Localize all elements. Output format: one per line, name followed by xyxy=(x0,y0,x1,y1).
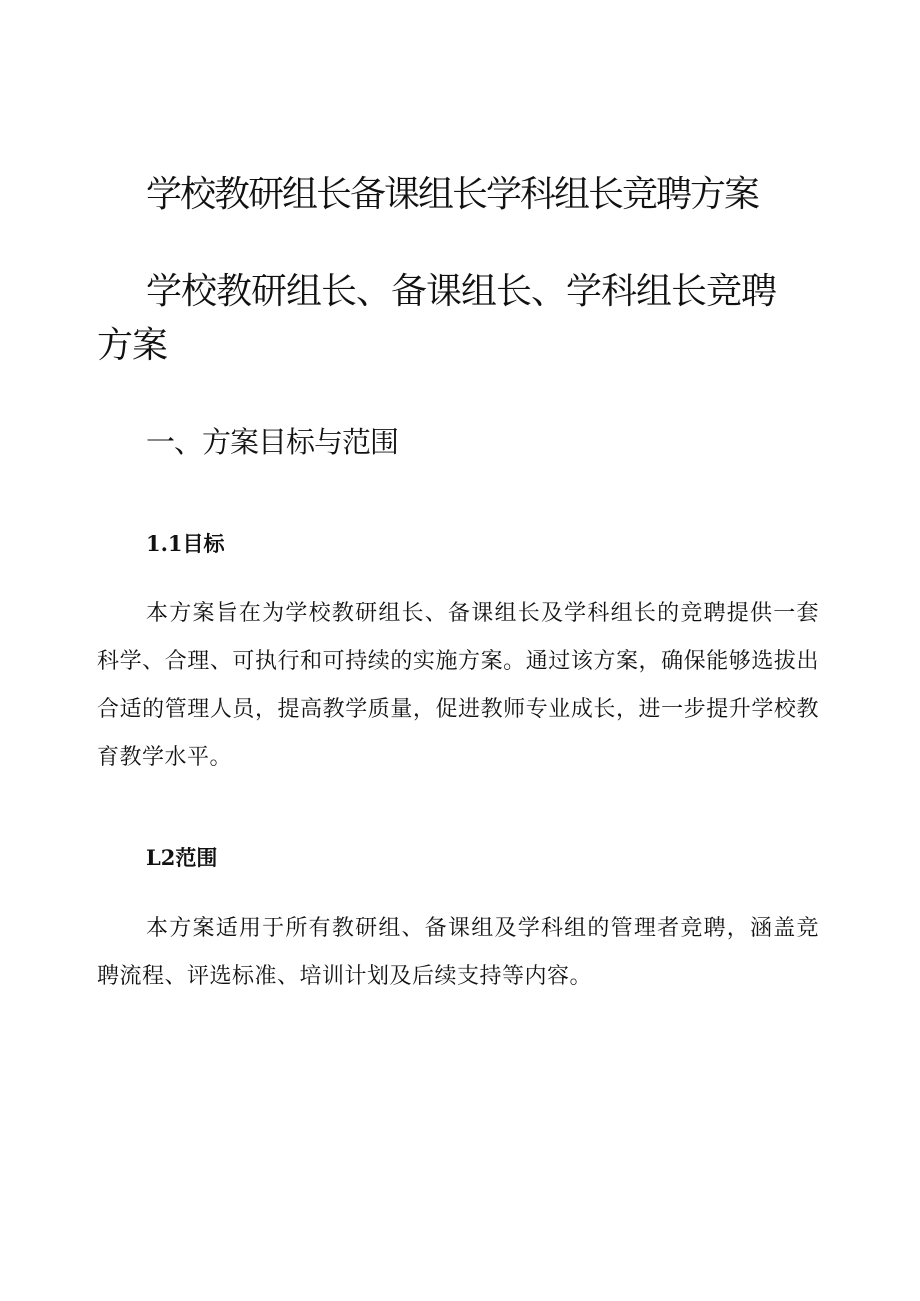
paragraph-scope: 本方案适用于所有教研组、备课组及学科组的管理者竞聘，涵盖竞聘流程、评选标准、培训计划及后续支持等内容。 xyxy=(97,916,819,989)
paragraph-goal: 本方案旨在为学校教研组长、备课组长及学科组长的竞聘提供一套科学、合理、可执行和可持续的实施方案。通过该方案，确保能够选拔出合适的管理人员，提高教学质量，促进教师专业成长，进一步提升学校教育教学水平。 xyxy=(97,601,819,770)
document-title: 学校教研组长备课组长学科组长竞聘方案 xyxy=(146,174,759,215)
subsection-heading-goal: 1.1目标 xyxy=(146,531,225,556)
section-heading-goals-scope: 一、方案目标与范围 xyxy=(146,425,399,459)
document-subtitle: 学校教研组长、备课组长、学科组长竞聘方案 xyxy=(97,271,777,366)
subsection-heading-scope: L2范围 xyxy=(146,845,218,870)
